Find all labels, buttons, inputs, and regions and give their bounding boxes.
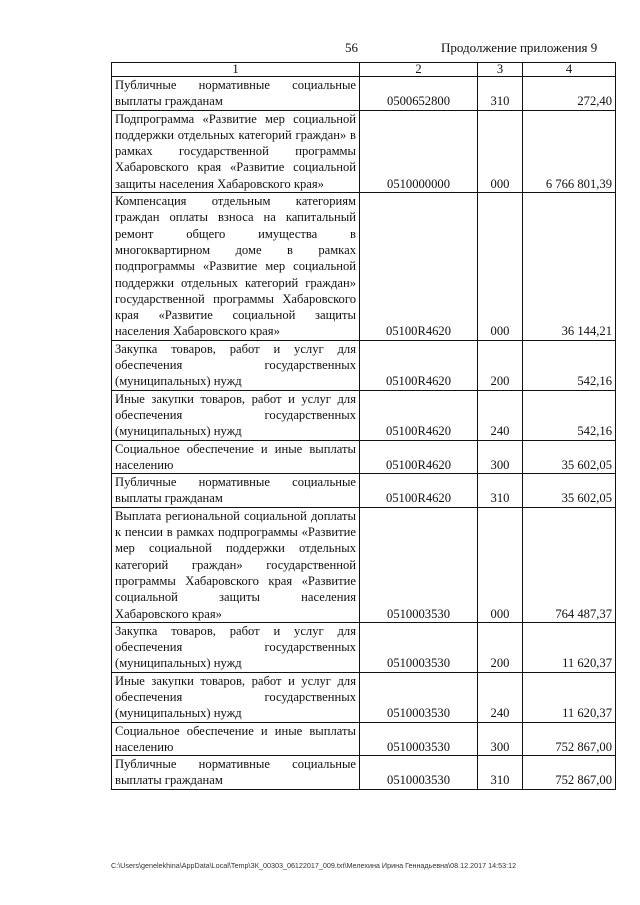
row-amount: 35 602,05: [523, 440, 616, 474]
row-code: 0500652800: [360, 77, 478, 111]
row-amount: 6 766 801,39: [523, 110, 616, 192]
row-amount: 752 867,00: [523, 722, 616, 756]
table-row: [112, 722, 616, 756]
row-name: Публичные нормативные социальные выплаты гражданам: [112, 77, 360, 111]
row-name: Публичные нормативные социальные выплаты гражданам: [112, 474, 360, 508]
row-expense-type: 240: [478, 390, 523, 440]
column-header: 4: [523, 63, 616, 77]
table-row: [112, 474, 616, 508]
budget-table: [111, 62, 616, 790]
row-name: Выплата региональной социальной доплаты к пенсии в рамках подпрограммы «Развитие мер социальной поддержки отдельных категорий граждан» государственной программы Хабаровского края «Развитие социальной защиты населения Хабаровского края»: [112, 507, 360, 622]
table-row: [112, 507, 616, 622]
row-expense-type: 240: [478, 672, 523, 722]
table-row: [112, 193, 616, 341]
row-expense-type: 300: [478, 722, 523, 756]
row-name: Закупка товаров, работ и услуг для обеспечения государственных (муниципальных) нужд: [112, 340, 360, 390]
row-name: Публичные нормативные социальные выплаты гражданам: [112, 756, 360, 790]
continuation-title: Продолжение приложения 9: [441, 40, 598, 55]
page-number: 56: [345, 40, 358, 55]
row-name: Социальное обеспечение и иные выплаты населению: [112, 440, 360, 474]
row-expense-type: 200: [478, 622, 523, 672]
row-amount: 272,40: [523, 77, 616, 111]
row-code: 0510003530: [360, 672, 478, 722]
row-name: Компенсация отдельным категориям граждан оплаты взноса на капитальный ремонт общего имущества в многоквартирном доме в рамках подпрограммы «Развитие мер социальной поддержки отдельных категорий граждан» государственной программы Хабаровского края «Развитие социальной защиты населения Хабаровского края»: [112, 193, 360, 341]
row-expense-type: 000: [478, 507, 523, 622]
row-amount: 11 620,37: [523, 672, 616, 722]
row-amount: 542,16: [523, 390, 616, 440]
table-row: [112, 440, 616, 474]
column-header: 2: [360, 63, 478, 77]
row-expense-type: 200: [478, 340, 523, 390]
table-header-row: [112, 63, 616, 77]
table-row: [112, 672, 616, 722]
row-amount: 36 144,21: [523, 193, 616, 341]
table-row: [112, 622, 616, 672]
row-code: 05100R4620: [360, 474, 478, 508]
column-header: 1: [112, 63, 360, 77]
row-expense-type: 000: [478, 110, 523, 192]
row-amount: 11 620,37: [523, 622, 616, 672]
row-expense-type: 310: [478, 77, 523, 111]
row-expense-type: 300: [478, 440, 523, 474]
row-name: Иные закупки товаров, работ и услуг для обеспечения государственных (муниципальных) нужд: [112, 672, 360, 722]
table-row: [112, 756, 616, 790]
row-code: 05100R4620: [360, 390, 478, 440]
row-amount: 764 487,37: [523, 507, 616, 622]
row-name: Социальное обеспечение и иные выплаты населению: [112, 722, 360, 756]
table-row: [112, 110, 616, 192]
file-path-footer: C:\Users\genelekhina\AppData\Local\Temp\ЗК_00303_06122017_009.txt\Мелехина Ирина Геннадьевна\08.12.2017 14:53:12: [111, 861, 517, 870]
row-name: Подпрограмма «Развитие мер социальной поддержки отдельных категорий граждан» в рамках государственной программы Хабаровского края «Развитие социальной защиты населения Хабаровского края»: [112, 110, 360, 192]
row-name: Иные закупки товаров, работ и услуг для обеспечения государственных (муниципальных) нужд: [112, 390, 360, 440]
row-code: 0510003530: [360, 507, 478, 622]
row-expense-type: 000: [478, 193, 523, 341]
table-row: [112, 77, 616, 111]
row-code: 0510003530: [360, 622, 478, 672]
row-code: 05100R4620: [360, 340, 478, 390]
row-code: 05100R4620: [360, 440, 478, 474]
table-row: [112, 340, 616, 390]
row-code: 0510003530: [360, 756, 478, 790]
row-amount: 35 602,05: [523, 474, 616, 508]
row-code: 05100R4620: [360, 193, 478, 341]
column-header: 3: [478, 63, 523, 77]
row-amount: 752 867,00: [523, 756, 616, 790]
row-name: Закупка товаров, работ и услуг для обеспечения государственных (муниципальных) нужд: [112, 622, 360, 672]
row-amount: 542,16: [523, 340, 616, 390]
row-expense-type: 310: [478, 474, 523, 508]
row-code: 0510003530: [360, 722, 478, 756]
table-row: [112, 390, 616, 440]
row-code: 0510000000: [360, 110, 478, 192]
row-expense-type: 310: [478, 756, 523, 790]
